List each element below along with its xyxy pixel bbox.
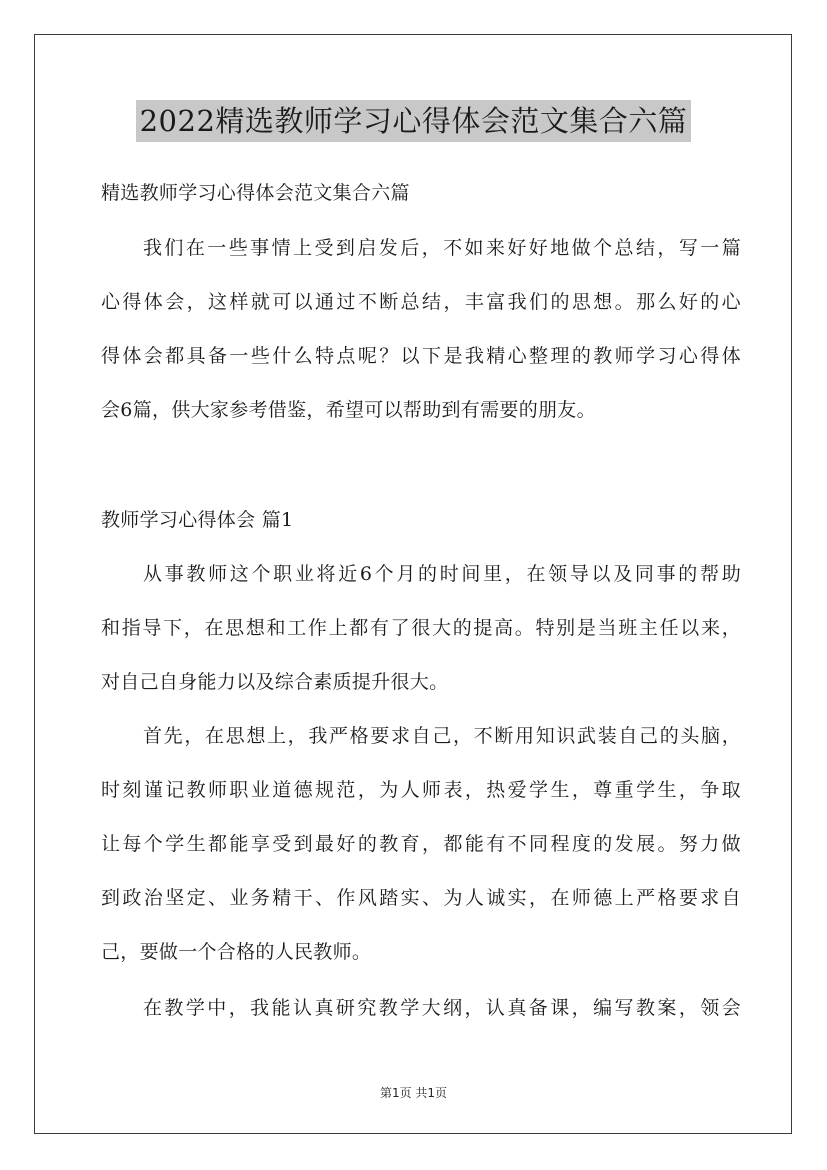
para3-line-1: 在教学中，我能认真研究教学大纲，认真备课，编写教案，领会 [143,997,741,1019]
para2-line-5: 己，要做一个合格的人民教师。 [101,941,372,963]
para1-line-3: 对自己自身能力以及综合素质提升很大。 [101,671,449,693]
document-subtitle: 精选教师学习心得体会范文集合六篇 [101,182,410,204]
para2-line-3: 让每个学生都能享受到最好的教育，都能有不同程度的发展。努力做 [101,833,741,855]
intro-line-4: 会6篇，供大家参考借鉴，希望可以帮助到有需要的朋友。 [101,399,596,421]
para2-line-1: 首先，在思想上，我严格要求自己，不断用知识武装自己的头脑， [143,725,741,747]
document-title [0,100,827,142]
para2-line-2: 时刻谨记教师职业道德规范，为人师表，热爱学生，尊重学生，争取 [101,779,741,801]
para2-line-4: 到政治坚定、业务精干、作风踏实、为人诚实，在师德上严格要求自 [101,887,741,909]
page-footer: 第1页 共1页 [379,1086,448,1100]
intro-line-1: 我们在一些事情上受到启发后，不如来好好地做个总结，写一篇 [143,237,741,259]
document-title-text: 2022精选教师学习心得体会范文集合六篇 [136,100,692,142]
intro-line-3: 得体会都具备一些什么特点呢？以下是我精心整理的教师学习心得体 [101,345,741,367]
section-heading: 教师学习心得体会 篇1 [101,509,294,531]
para1-line-2: 和指导下，在思想和工作上都有了很大的提高。特别是当班主任以来， [101,617,741,639]
para1-line-1: 从事教师这个职业将近6个月的时间里，在领导以及同事的帮助 [143,563,741,585]
intro-line-2: 心得体会，这样就可以通过不断总结，丰富我们的思想。那么好的心 [101,291,741,313]
